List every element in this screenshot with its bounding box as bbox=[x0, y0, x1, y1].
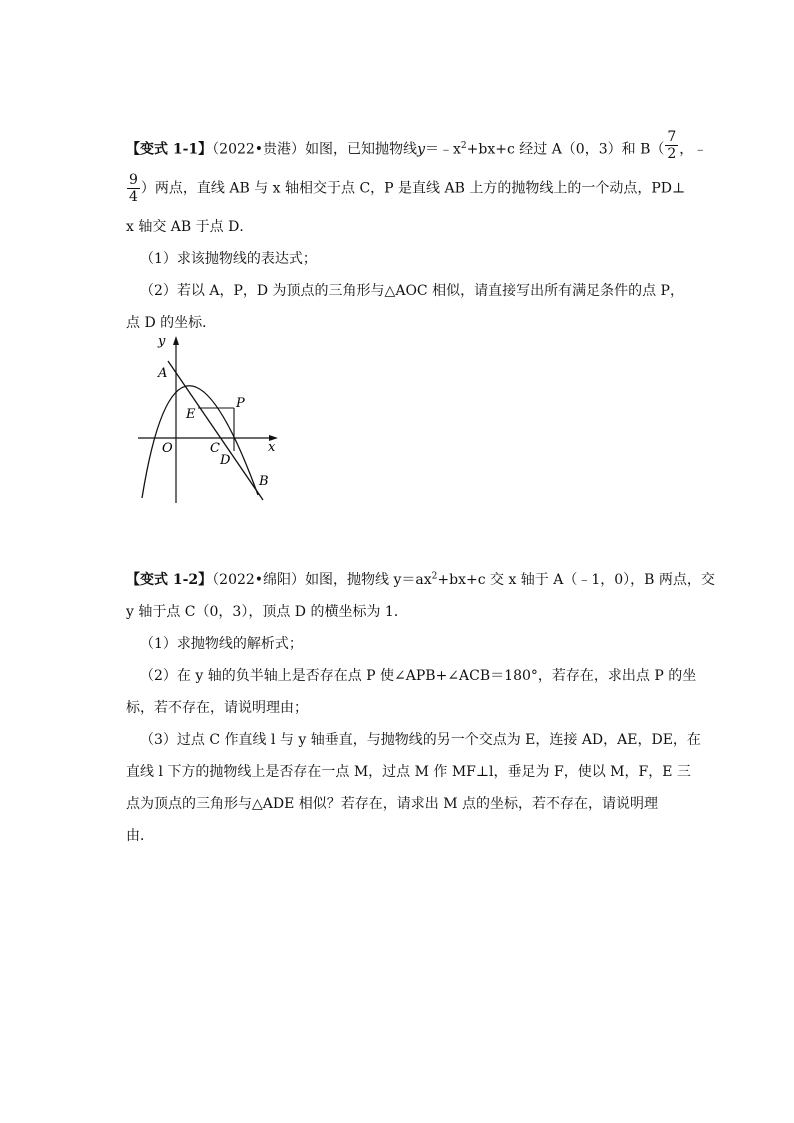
problem1-line3: x 轴交 AB 于点 D． bbox=[126, 219, 254, 235]
label-o: O bbox=[162, 441, 173, 456]
label-c: C bbox=[210, 441, 220, 456]
y-axis-arrow-icon bbox=[173, 336, 179, 345]
label-x: x bbox=[268, 440, 276, 455]
problem1-intro: 如图，已知抛物线 bbox=[305, 141, 418, 158]
label-y: y bbox=[158, 334, 166, 349]
problem1-line2 bbox=[126, 172, 685, 205]
fraction-7-2: $\frac{7}{2}$ bbox=[667, 129, 677, 162]
problem1-q2-line2: 点 D 的坐标． bbox=[126, 315, 217, 331]
eq-tail: +bx+c bbox=[466, 141, 515, 158]
line1-end: ，﹣ bbox=[679, 141, 708, 158]
problem2-q2-line1: （2）在 y 轴的负半轴上是否存在点 P 使∠APB+∠ACB＝180°，若存在，求出点 P 的坐 bbox=[140, 668, 697, 684]
problem1-line2-text: ）两点，直线 AB 与 x 轴相交于点 C，P 是直线 AB 上方的抛物线上的一个动点，PD⊥ bbox=[140, 180, 686, 197]
label-d: D bbox=[220, 453, 231, 468]
parabola-figure bbox=[128, 333, 288, 503]
label-b: B bbox=[259, 474, 269, 489]
problem2-q3-line3: 点为顶点的三角形与△ADE 相似？若存在，请求出 M 点的坐标，若不存在，请说明理 bbox=[126, 796, 659, 812]
fraction-9-4: $\frac{9}{4}$ bbox=[129, 172, 138, 205]
problem1-q1: （1）求该抛物线的表达式； bbox=[140, 251, 317, 267]
problem1-source: （2022•贵港） bbox=[212, 141, 306, 158]
label-p: P bbox=[236, 396, 245, 411]
problem2-q3-line1: （3）过点 C 作直线 l 与 y 轴垂直，与抛物线的另一个交点为 E，连接 AD，AE，DE，在 bbox=[140, 732, 701, 748]
label-a: A bbox=[158, 366, 168, 381]
problem2-q3-line2: 直线 l 下方的抛物线上是否存在一点 M，过点 M 作 MF⊥l，垂足为 F，使以 M，F，E 三 bbox=[126, 764, 691, 780]
problem2-intro: 如图，抛物线 y＝ax bbox=[305, 572, 432, 588]
problem1-line1 bbox=[126, 129, 708, 162]
passes-through: 经过 bbox=[514, 141, 548, 158]
line-ab bbox=[168, 361, 263, 500]
problem2-line1-rest: +bx+c 交 x 轴于 A（﹣1，0），B 两点，交 bbox=[437, 572, 715, 588]
point-a-b: A（0，3）和 B（ bbox=[547, 141, 665, 158]
eq-rest: ＝﹣x bbox=[424, 141, 461, 158]
label-e: E bbox=[186, 407, 196, 422]
problem2-source: （2022•绵阳） bbox=[212, 572, 306, 588]
problem2-line2: y 轴于点 C（0，3），顶点 D 的横坐标为 1． bbox=[126, 604, 408, 620]
problem2-sup: 2 bbox=[431, 571, 438, 582]
problem2-line1 bbox=[126, 570, 715, 590]
problem2-q1: （1）求抛物线的解析式； bbox=[140, 636, 303, 652]
problem2-tag: 【变式 1-2】 bbox=[126, 572, 213, 588]
problem2-q3-line4: 由． bbox=[126, 828, 154, 844]
eq-y: y bbox=[417, 141, 425, 158]
problem1-tag: 【变式 1-1】 bbox=[126, 141, 213, 158]
eq-sup: 2 bbox=[460, 140, 467, 151]
problem2-q2-line2: 标，若不存在，请说明理由； bbox=[126, 700, 308, 716]
problem1-q2-line1: （2）若以 A，P，D 为顶点的三角形与△AOC 相似，请直接写出所有满足条件的点 P， bbox=[140, 283, 684, 299]
